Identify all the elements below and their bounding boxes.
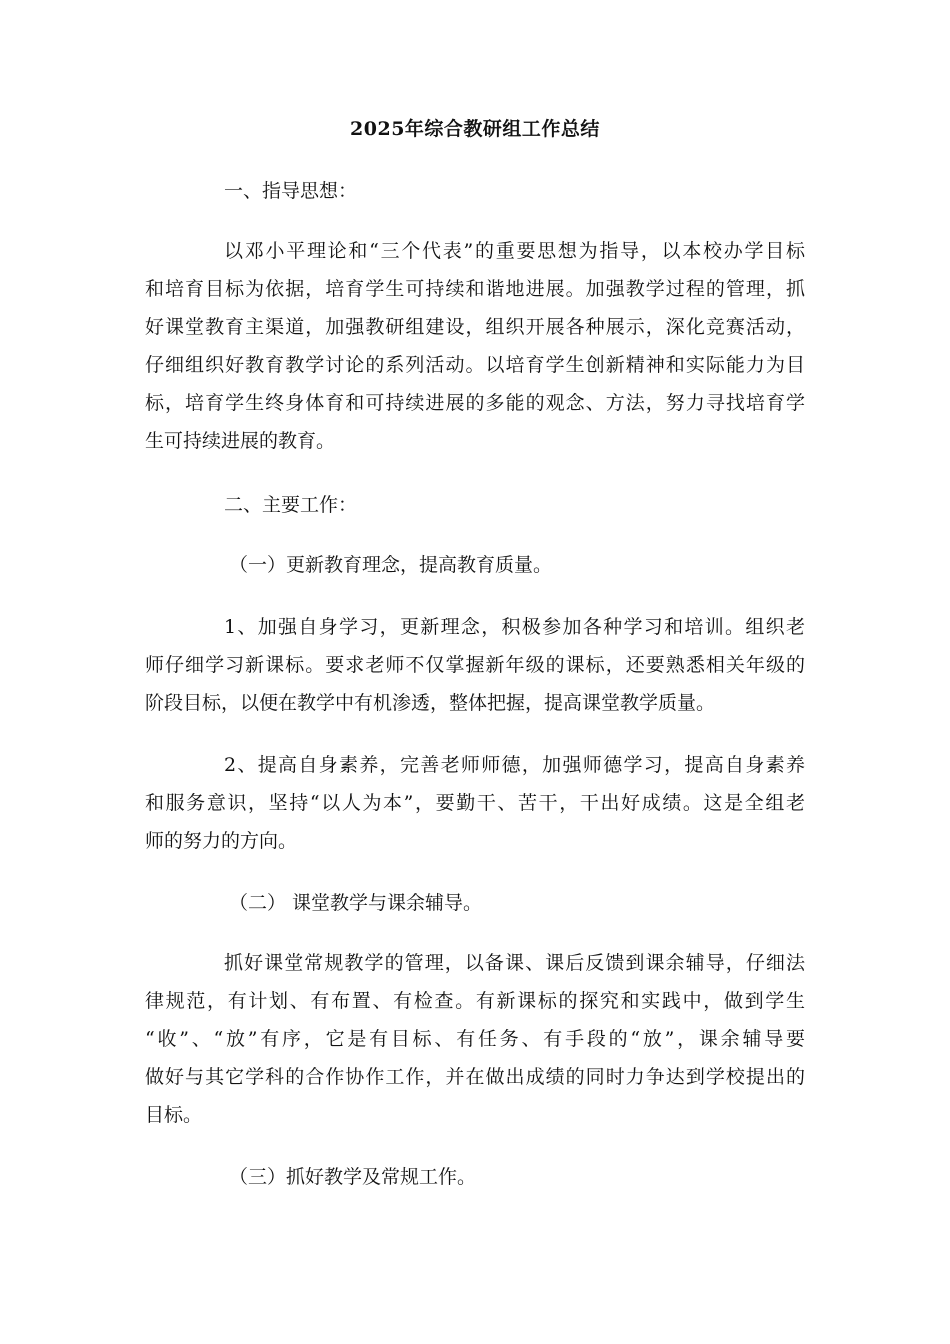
paragraph-line: 好课堂教育主渠道，加强教研组建设，组织开展各种展示，深化竞赛活动， bbox=[145, 316, 805, 338]
paragraph-line: 和培育目标为依据，培育学生可持续和谐地进展。加强教学过程的管理，抓 bbox=[145, 278, 805, 300]
paragraph-line: 师仔细学习新课标。要求老师不仅掌握新年级的课标，还要熟悉相关年级的 bbox=[145, 654, 805, 676]
paragraph-line: 和服务意识，坚持“以人为本”，要勤干、苦干，干出好成绩。这是全组老 bbox=[145, 792, 805, 814]
paragraph-line: 1、加强自身学习，更新理念，积极参加各种学习和培训。组织老 bbox=[224, 616, 805, 638]
paragraph-line: 目标。 bbox=[145, 1104, 203, 1126]
paragraph-line: 阶段目标，以便在教学中有机渗透，整体把握，提高课堂教学质量。 bbox=[145, 692, 716, 714]
paragraph-line: “收”、“放”有序，它是有目标、有任务、有手段的“放”，课余辅导要 bbox=[145, 1028, 805, 1050]
section-heading-guiding-thought: 一、指导思想： bbox=[224, 180, 358, 202]
paragraph-line: 以邓小平理论和“三个代表”的重要思想为指导，以本校办学目标 bbox=[224, 240, 805, 262]
paragraph-line: 2、提高自身素养，完善老师师德，加强师德学习，提高自身素养 bbox=[224, 754, 805, 776]
paragraph-line: 律规范，有计划、有布置、有检查。有新课标的探究和实践中，做到学生 bbox=[145, 990, 805, 1012]
paragraph-line: 标，培育学生终身体育和可持续进展的多能的观念、方法，努力寻找培育学 bbox=[145, 392, 805, 414]
paragraph-line: 做好与其它学科的合作协作工作，并在做出成绩的同时力争达到学校提出的 bbox=[145, 1066, 805, 1088]
paragraph-line: 抓好课堂常规教学的管理，以备课、课后反馈到课余辅导，仔细法 bbox=[224, 952, 805, 974]
subsection-heading-1: （一）更新教育理念，提高教育质量。 bbox=[229, 554, 553, 576]
paragraph-line: 师的努力的方向。 bbox=[145, 830, 298, 852]
subsection-heading-2: （二） 课堂教学与课余辅导。 bbox=[229, 892, 483, 914]
section-heading-main-work: 二、主要工作： bbox=[224, 494, 358, 516]
subsection-heading-3: （三）抓好教学及常规工作。 bbox=[229, 1166, 477, 1188]
paragraph-line: 仔细组织好教育教学讨论的系列活动。以培育学生创新精神和实际能力为目 bbox=[145, 354, 805, 376]
document-title: 2025年综合教研组工作总结 bbox=[350, 118, 600, 140]
paragraph-line: 生可持续进展的教育。 bbox=[145, 430, 336, 452]
